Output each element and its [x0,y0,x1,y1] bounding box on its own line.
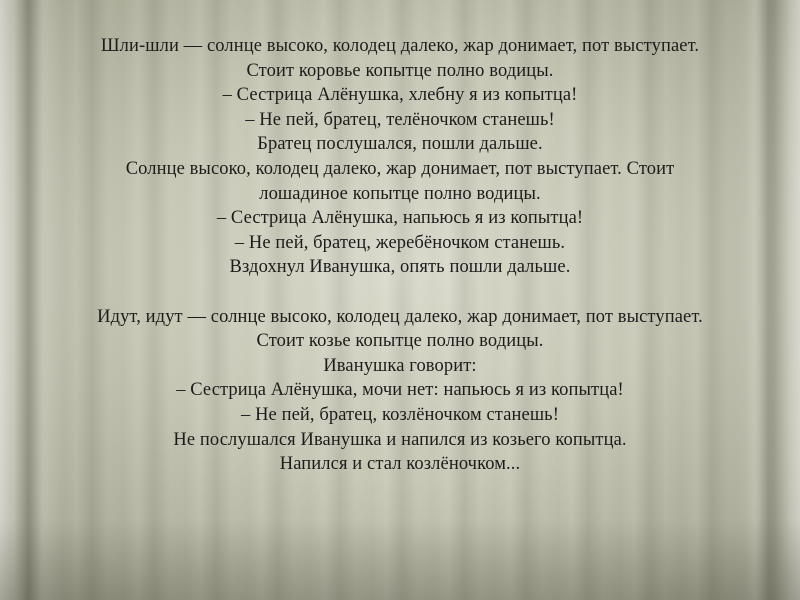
text-line: Стоит коровье копытце полно водицы. [246,60,554,81]
story-text [20,34,780,477]
text-line: Идут, идут — солнце высоко, колодец далеко, жар донимает, пот выступает. [97,306,703,327]
text-line: Напился и стал козлёночком... [279,454,521,475]
text-line: Иванушка говорит: [323,355,477,376]
text-line: Вздохнул Иванушка, опять пошли дальше. [229,257,571,278]
curtain-bottom-shade [0,520,800,600]
text-line: Стоит козье копытце полно водицы. [256,331,544,352]
text-line: Шли-шли — солнце высоко, колодец далеко, жар донимает, пот выступает. [100,36,700,56]
text-line: Братец послушался, пошли дальше. [257,134,543,155]
text-line: – Не пей, братец, козлёночком станешь! [241,404,559,425]
text-line: – Сестрица Алёнушка, напьюсь я из копытца! [216,208,584,229]
text-line: лошадиное копытце полно водицы. [259,183,541,204]
text-line: Солнце высоко, колодец далеко, жар донимает, пот выступает. Стоит [125,158,675,179]
text-line: – Сестрица Алёнушка, мочи нет: напьюсь я из копытца! [176,380,624,401]
text-line: – Не пей, братец, телёночком станешь! [245,109,555,130]
text-line: – Не пей, братец, жеребёночком станешь. [234,232,566,253]
text-line: Не послушался Иванушка и напился из козьего копытца. [173,429,627,450]
blank-line [20,280,780,305]
text-line: – Сестрица Алёнушка, хлебну я из копытца! [222,85,578,106]
